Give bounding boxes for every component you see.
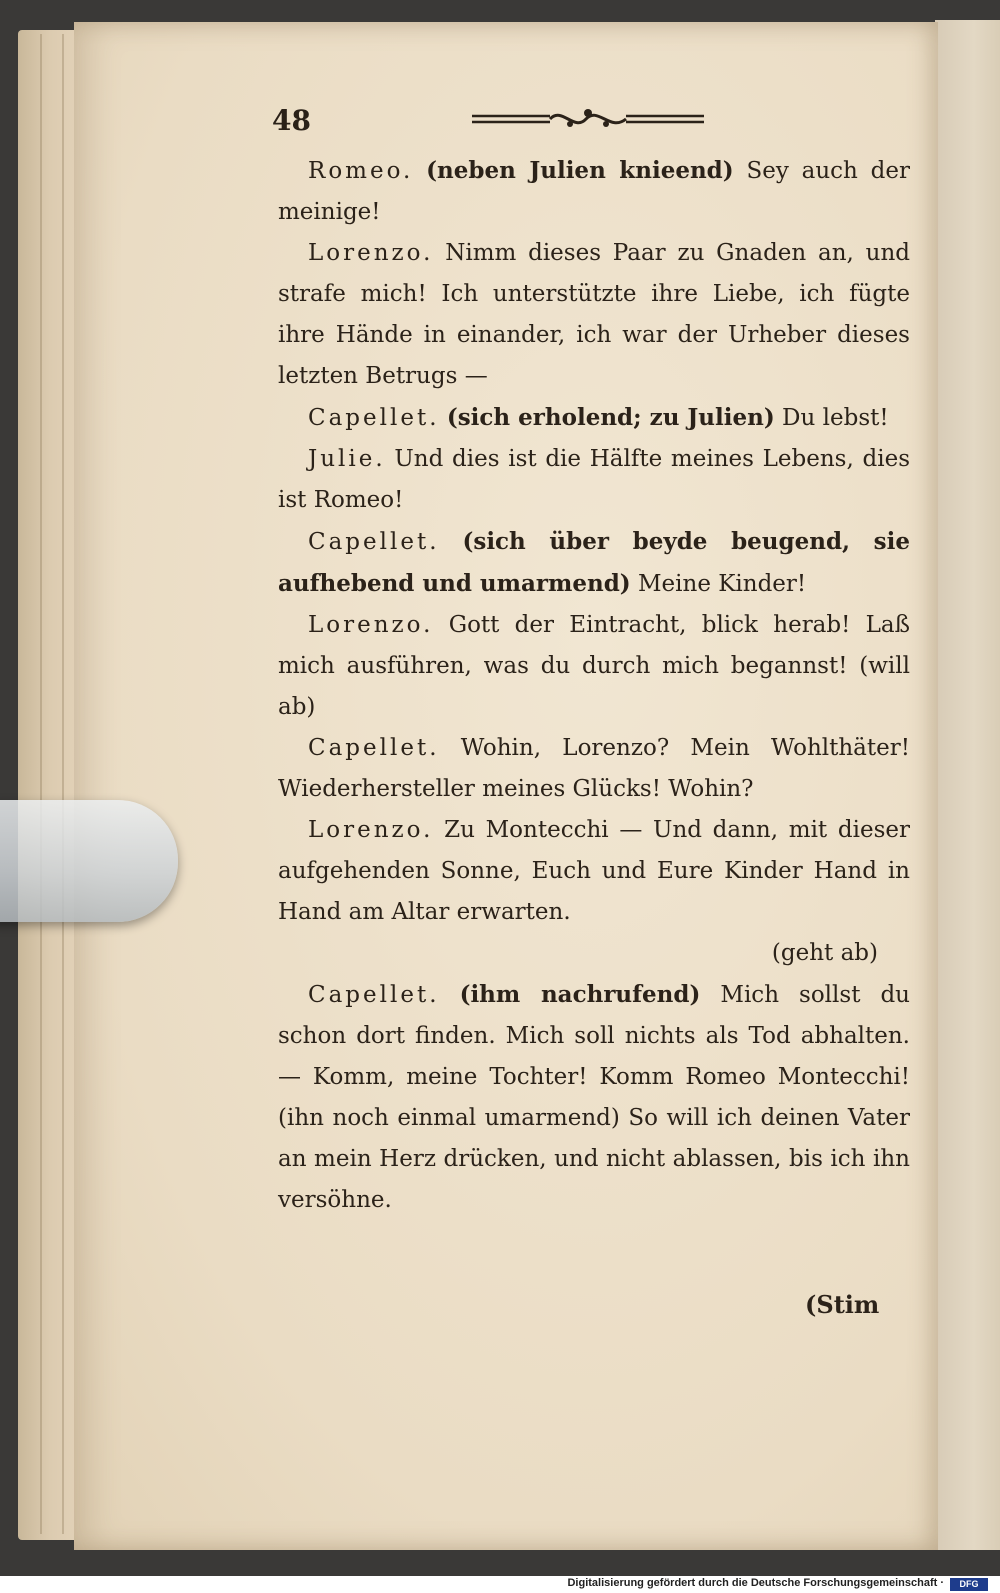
dialogue-paragraph bbox=[278, 150, 910, 233]
line-text: Sey auch der meinige! bbox=[278, 158, 911, 225]
catchword: (Stim bbox=[805, 1290, 880, 1319]
line-text: Zu Montecchi — Und dann, mit dieser aufgehenden Sonne, Euch und Eure Kinder Hand in Hand am Altar erwarten. bbox=[278, 817, 910, 925]
speaker: Capellet. bbox=[308, 405, 440, 431]
speaker: Julie. bbox=[308, 446, 386, 472]
dialogue-paragraph bbox=[278, 974, 910, 1221]
stage-direction: (ihm nachrufend) bbox=[459, 981, 701, 1008]
dialogue-paragraph bbox=[278, 521, 910, 605]
footer-credit: Digitalisierung gefördert durch die Deutsche Forschungsgemeinschaft · bbox=[567, 1577, 944, 1589]
speaker: Capellet. bbox=[308, 735, 440, 761]
page-text bbox=[278, 150, 910, 1221]
line-text: Wohin, Lorenzo? Mein Wohlthäter! Wiederhersteller meines Glücks! Wohin? bbox=[278, 735, 910, 802]
speaker: Capellet. bbox=[308, 982, 440, 1008]
dialogue-paragraph bbox=[278, 439, 910, 521]
stage-direction: (sich über beyde beugend, sie aufhebend und umarmend) bbox=[278, 528, 910, 597]
speaker: Lorenzo. bbox=[308, 240, 434, 266]
page-number: 48 bbox=[272, 104, 311, 137]
ornament-icon bbox=[470, 104, 706, 134]
line-text: Gott der Eintracht, blick herab! Laß mich ausführen, was du durch mich begannst! (will ab) bbox=[278, 612, 910, 720]
page-clip bbox=[0, 800, 178, 922]
line-text: Du lebst! bbox=[774, 405, 889, 431]
dialogue-paragraph bbox=[278, 605, 910, 728]
dfg-logo: DFG bbox=[950, 1578, 988, 1591]
dialogue-paragraph bbox=[278, 397, 910, 439]
dialogue-paragraph bbox=[278, 810, 910, 933]
line-text: Nimm dieses Paar zu Gnaden an, und strafe mich! Ich unterstützte ihre Liebe, ich fügte ihre Hände in einander, ich war der Urheber dieses letzten Betrugs — bbox=[278, 240, 910, 389]
speaker: Romeo. bbox=[308, 158, 414, 184]
exit-direction: (geht ab) bbox=[771, 940, 878, 966]
line-text: Meine Kinder! bbox=[630, 571, 807, 597]
speaker: Lorenzo. bbox=[308, 817, 434, 843]
line-text: Und dies ist die Hälfte meines Lebens, dies ist Romeo! bbox=[278, 446, 910, 513]
dialogue-paragraph bbox=[278, 728, 910, 810]
facing-page-edge bbox=[935, 20, 1000, 1550]
speaker: Capellet. bbox=[308, 529, 440, 555]
speaker: Lorenzo. bbox=[308, 612, 434, 638]
line-text: Mich sollst du schon dort finden. Mich soll nichts als Tod abhalten. — Komm, meine Tochter! Komm Romeo Montecchi! (ihn noch einmal umarmend) So will ich deinen Vater an mein Herz drücken, und nicht ablassen, bis ich ihn versöhne. bbox=[278, 982, 910, 1213]
dialogue-paragraph bbox=[278, 233, 910, 397]
page-edge-line bbox=[40, 34, 42, 1534]
page-edge-line bbox=[62, 34, 64, 1534]
stage-direction: (sich erholend; zu Julien) bbox=[446, 404, 775, 431]
stage-direction: (neben Julien knieend) bbox=[426, 157, 734, 184]
